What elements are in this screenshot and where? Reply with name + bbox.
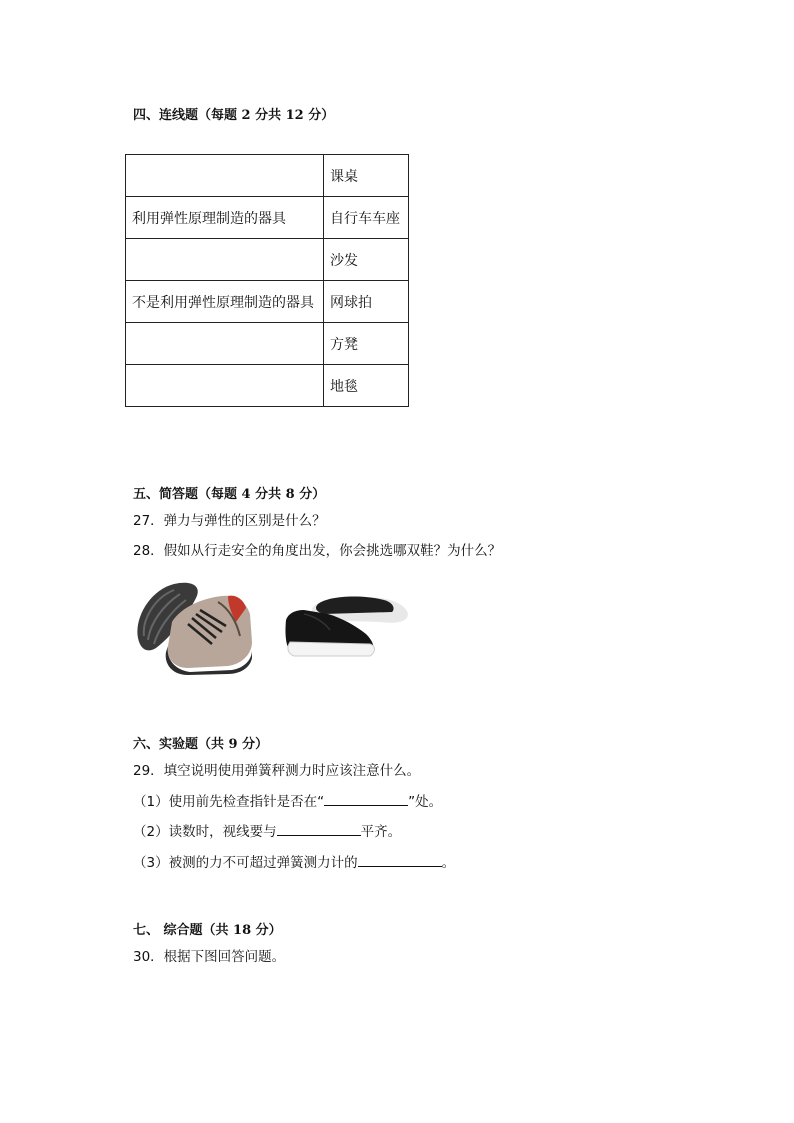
fill-item-3-suffix: 。 bbox=[441, 855, 456, 871]
question-30: 30．根据下图回答问题。 bbox=[133, 949, 286, 965]
hiking-boot-image bbox=[132, 578, 254, 676]
table-row bbox=[126, 239, 409, 281]
table-row bbox=[126, 155, 409, 197]
table-cell-right: 课桌 bbox=[324, 155, 409, 197]
table-cell-right: 方凳 bbox=[324, 323, 409, 365]
answer-blank-2[interactable] bbox=[277, 821, 361, 836]
answer-blank-3[interactable] bbox=[358, 852, 442, 867]
table-cell-left bbox=[126, 365, 324, 407]
fill-item-1 bbox=[133, 790, 442, 810]
section4-heading: 四、连线题（每题 2 分共 12 分） bbox=[133, 108, 335, 123]
table-row bbox=[126, 323, 409, 365]
question-29: 29．填空说明使用弹簧秤测力时应该注意什么。 bbox=[133, 763, 421, 779]
table-cell-left bbox=[126, 323, 324, 365]
fill-item-1-suffix: ”处。 bbox=[408, 794, 443, 810]
table-cell-right: 网球拍 bbox=[324, 281, 409, 323]
table-row bbox=[126, 197, 409, 239]
table-row bbox=[126, 281, 409, 323]
section6-heading: 六、实验题（共 9 分） bbox=[133, 737, 269, 752]
fill-item-1-prefix: （1）使用前先检查指针是否在“ bbox=[133, 794, 325, 810]
question-28: 28．假如从行走安全的角度出发，你会挑选哪双鞋？为什么？ bbox=[133, 543, 502, 559]
table-cell-right: 地毯 bbox=[324, 365, 409, 407]
canvas-shoe-image bbox=[284, 592, 409, 658]
answer-blank-1[interactable] bbox=[324, 791, 408, 806]
table-cell-right: 自行车车座 bbox=[324, 197, 409, 239]
matching-table bbox=[125, 154, 409, 407]
section7-heading: 七、 综合题（共 18 分） bbox=[133, 923, 282, 938]
fill-item-2-suffix: 平齐。 bbox=[360, 824, 402, 840]
section5-heading: 五、简答题（每题 4 分共 8 分） bbox=[133, 487, 326, 502]
question-27: 27．弹力与弹性的区别是什么？ bbox=[133, 513, 326, 529]
fill-item-3-prefix: （3）被测的力不可超过弹簧测力计的 bbox=[133, 855, 358, 871]
table-row bbox=[126, 365, 409, 407]
table-cell-left bbox=[126, 155, 324, 197]
table-cell-left: 不是利用弹性原理制造的器具 bbox=[126, 281, 324, 323]
table-cell-right: 沙发 bbox=[324, 239, 409, 281]
fill-item-3 bbox=[133, 851, 455, 871]
table-cell-left bbox=[126, 239, 324, 281]
fill-item-2-prefix: （2）读数时，视线要与 bbox=[133, 824, 277, 840]
fill-item-2 bbox=[133, 820, 401, 840]
table-cell-left: 利用弹性原理制造的器具 bbox=[126, 197, 324, 239]
